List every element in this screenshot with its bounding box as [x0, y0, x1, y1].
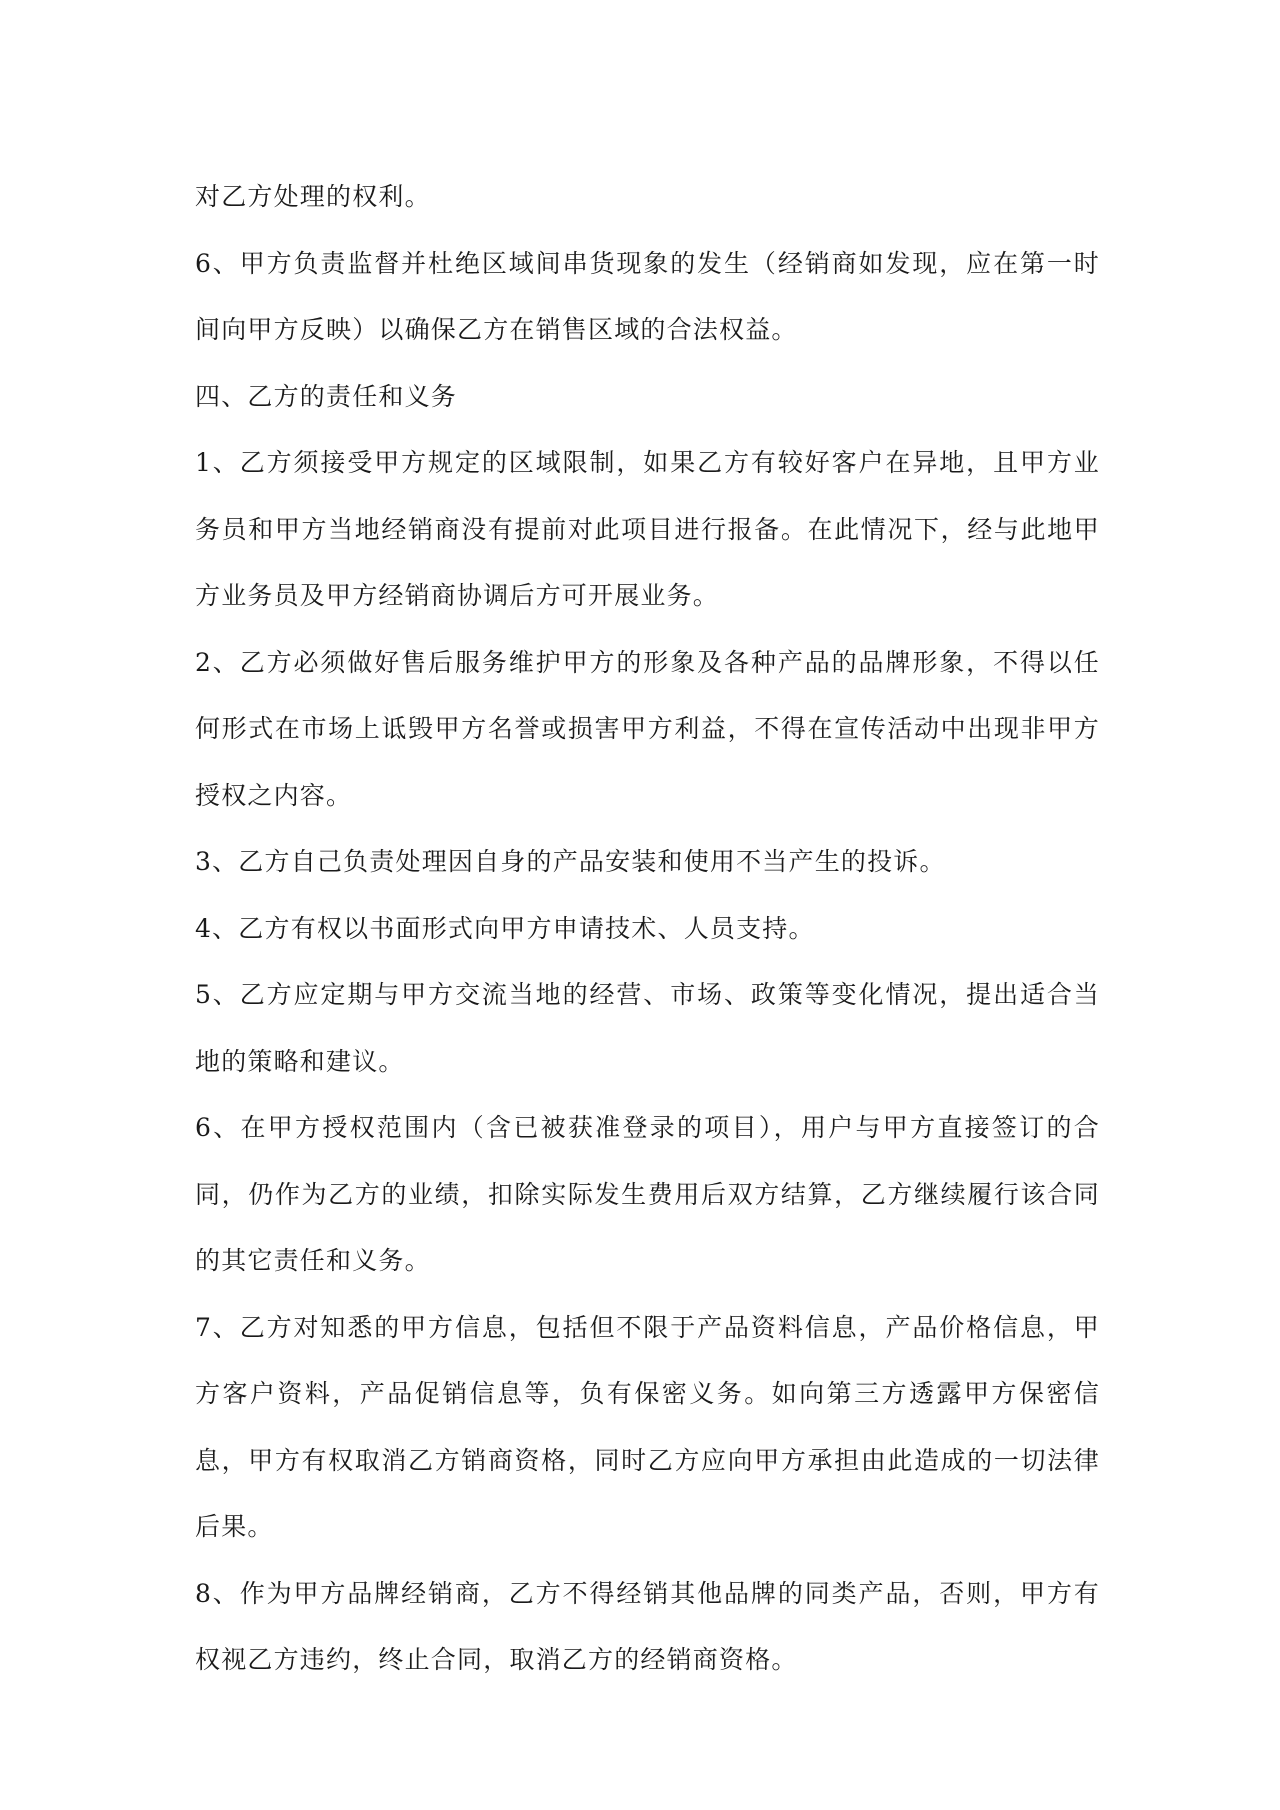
paragraph-continuation: 对乙方处理的权利。: [195, 182, 431, 211]
section-heading-4: 四、乙方的责任和义务: [195, 381, 458, 411]
paragraph-clause-4-2: 2、乙方必须做好售后服务维护甲方的形象及各种产品的品牌形象，不得以任何形式在市场上诋毁甲方名誉或损害甲方利益，不得在宣传活动中出现非甲方授权之内容。: [195, 647, 1100, 810]
paragraph-clause-4-4: 4、乙方有权以书面形式向甲方申请技术、人员支持。: [195, 913, 815, 943]
paragraph-clause-4-8: 8、作为甲方品牌经销商，乙方不得经销其他品牌的同类产品，否则，甲方有权视乙方违约，终止合同，取消乙方的经销商资格。: [195, 1578, 1100, 1674]
paragraph-clause-4-5: 5、乙方应定期与甲方交流当地的经营、市场、政策等变化情况，提出适合当地的策略和建议。: [195, 980, 1100, 1076]
document-body: [195, 164, 1100, 1694]
paragraph-clause-4-7: 7、乙方对知悉的甲方信息，包括但不限于产品资料信息，产品价格信息，甲方客户资料，产品促销信息等，负有保密义务。如向第三方透露甲方保密信息，甲方有权取消乙方销商资格，同时乙方应向甲方承担由此造成的一切法律后果。: [195, 1312, 1100, 1541]
paragraph-clause-3-6: 6、甲方负责监督并杜绝区域间串货现象的发生（经销商如发现，应在第一时间向甲方反映）以确保乙方在销售区域的合法权益。: [195, 248, 1100, 344]
paragraph-clause-4-3: 3、乙方自己负责处理因自身的产品安装和使用不当产生的投诉。: [195, 847, 946, 876]
paragraph-clause-4-1: 1、乙方须接受甲方规定的区域限制，如果乙方有较好客户在异地，且甲方业务员和甲方当地经销商没有提前对此项目进行报备。在此情况下，经与此地甲方业务员及甲方经销商协调后方可开展业务。: [195, 448, 1100, 610]
paragraph-clause-4-6: 6、在甲方授权范围内（含已被获准登录的项目），用户与甲方直接签订的合同，仍作为乙方的业绩，扣除实际发生费用后双方结算，乙方继续履行该合同的其它责任和义务。: [195, 1113, 1100, 1275]
